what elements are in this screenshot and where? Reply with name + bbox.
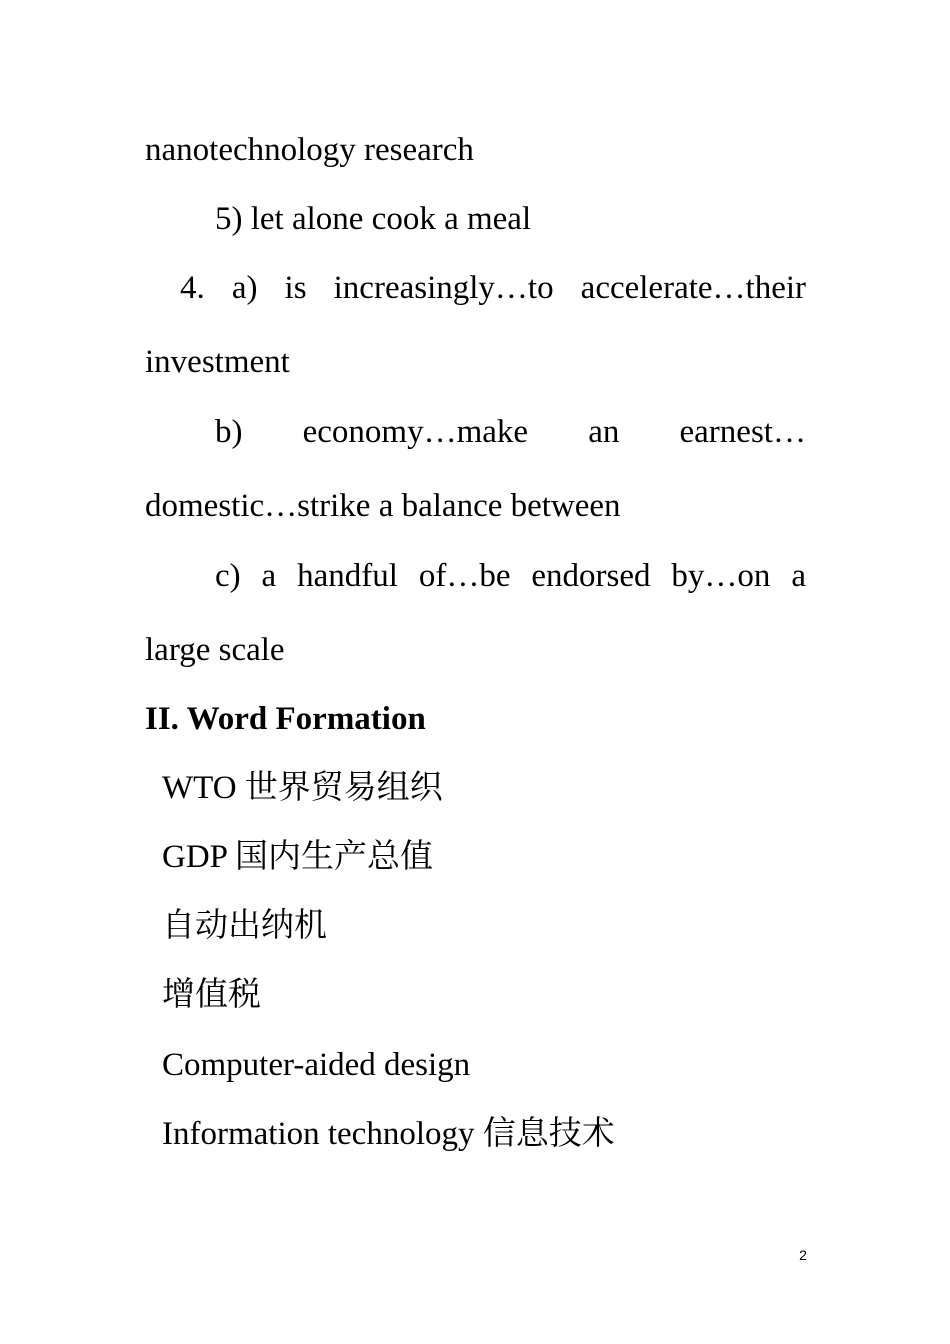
- answer-4a-word: increasingly…to: [333, 270, 554, 306]
- word-formation-item: WTO 世界贸易组织: [162, 770, 443, 806]
- answer-4b-word: economy…make: [302, 414, 529, 450]
- section-heading: II. Word Formation: [145, 701, 426, 737]
- answer-4c-word: by…on: [671, 558, 771, 594]
- answer-4c-word: of…be: [418, 558, 511, 594]
- word-formation-item: GDP 国内生产总值: [162, 839, 434, 875]
- page-number: 2: [799, 1247, 807, 1263]
- answer-4a-word: accelerate…their: [580, 270, 806, 306]
- answer-4c: [215, 556, 806, 596]
- answer-4c-word: endorsed: [531, 558, 651, 594]
- answer-4a-word: a): [231, 270, 258, 306]
- answer-4c-word: a: [261, 558, 277, 594]
- answer-4b-word: earnest…: [679, 414, 806, 450]
- answer-4b-word: b): [215, 414, 243, 450]
- answer-4a-word: is: [284, 270, 307, 306]
- answer-4c-word: handful: [297, 558, 398, 594]
- answer-4a-continuation: investment: [145, 344, 290, 380]
- word-formation-item: 增值税: [162, 977, 261, 1013]
- answer-5: 5) let alone cook a meal: [215, 201, 532, 237]
- answer-4b-word: an: [588, 414, 620, 450]
- answer-4b-continuation: domestic…strike a balance between: [145, 488, 621, 524]
- answer-4a: [180, 268, 806, 308]
- answer-4c-word: a: [791, 558, 806, 594]
- answer-4a-word: 4.: [180, 270, 205, 306]
- word-formation-item: 自动出纳机: [162, 908, 327, 944]
- answer-4c-continuation: large scale: [145, 632, 285, 668]
- answer-line-nanotechnology: nanotechnology research: [145, 132, 474, 168]
- answer-4c-word: c): [215, 558, 241, 594]
- word-formation-item: Information technology 信息技术: [162, 1116, 615, 1152]
- word-formation-item: Computer-aided design: [162, 1047, 471, 1083]
- answer-4b: [215, 412, 806, 452]
